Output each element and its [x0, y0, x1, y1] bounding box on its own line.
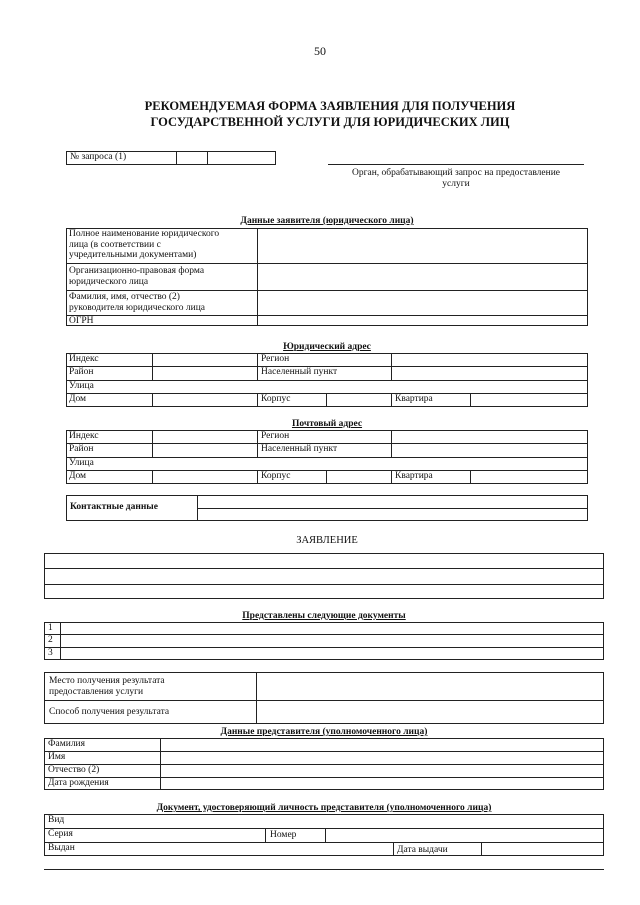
postal-address-heading: Почтовый адрес	[291, 419, 363, 429]
legal-apartment-field[interactable]	[472, 395, 586, 406]
document-row-number: 3	[48, 648, 53, 658]
contacts-field-1[interactable]	[199, 497, 586, 507]
ogrn-field[interactable]	[259, 316, 586, 325]
rep-first-name-label: Имя	[48, 752, 66, 762]
page-title	[80, 98, 580, 130]
full-name-label: Полное наименование юридического лица (в соответствии с учредительными документами)	[69, 229, 220, 260]
page-number: 50	[314, 44, 326, 58]
postal-building-label: Корпус	[261, 471, 291, 481]
postal-apartment-label: Квартира	[395, 471, 433, 481]
rep-patronymic-label: Отчество (2)	[48, 765, 100, 775]
document-row-number: 1	[48, 623, 53, 633]
legal-district-label: Район	[69, 367, 94, 377]
postal-region-label: Регион	[261, 431, 290, 441]
postal-locality-label: Населенный пункт	[261, 444, 338, 454]
documents-heading: Представлены следующие документы	[242, 611, 406, 621]
legal-index-label: Индекс	[69, 354, 99, 364]
rep-birth-date-field[interactable]	[162, 779, 602, 789]
applicant-heading: Данные заявителя (юридического лица)	[240, 216, 414, 226]
head-name-field[interactable]	[259, 292, 586, 314]
postal-building-field[interactable]	[328, 472, 389, 483]
legal-apartment-label: Квартира	[395, 394, 433, 404]
legal-street-field[interactable]	[110, 382, 586, 392]
postal-district-field[interactable]	[154, 445, 255, 456]
statement-heading: ЗАЯВЛЕНИЕ	[296, 535, 358, 546]
legal-locality-label: Населенный пункт	[261, 367, 338, 377]
document-row-number: 2	[48, 635, 53, 645]
result-place-field[interactable]	[258, 674, 602, 699]
id-type-field[interactable]	[80, 816, 602, 827]
id-series-label: Серия	[48, 829, 73, 839]
postal-house-label: Дом	[69, 471, 87, 481]
legal-building-label: Корпус	[261, 394, 291, 404]
legal-street-label: Улица	[69, 381, 94, 391]
postal-locality-field[interactable]	[393, 445, 586, 456]
rep-first-name-field[interactable]	[162, 753, 602, 763]
legal-address-heading: Юридический адрес	[283, 342, 371, 352]
org-form-field[interactable]	[259, 265, 586, 289]
rep-last-name-field[interactable]	[162, 740, 602, 750]
contacts-label: Контактные данные	[70, 502, 158, 512]
title-line-2: ГОСУДАРСТВЕННОЙ УСЛУГИ ДЛЯ ЮРИДИЧЕСКИХ ЛИЦ	[150, 115, 510, 129]
organ-caption: Орган, обрабатывающий запрос на предоставление услуги	[351, 168, 561, 189]
rep-last-name-label: Фамилия	[48, 739, 86, 749]
request-number-label: № запроса (1)	[70, 152, 127, 162]
legal-region-field[interactable]	[393, 355, 586, 365]
result-method-label: Способ получения результата	[49, 707, 170, 717]
rep-patronymic-field[interactable]	[162, 766, 602, 776]
id-series-field[interactable]	[90, 830, 263, 841]
ogrn-label: ОГРН	[69, 316, 94, 326]
result-place-label: Место получения результата предоставления услуги	[49, 676, 165, 697]
postal-apartment-field[interactable]	[472, 472, 586, 483]
statement-text-area[interactable]	[44, 553, 604, 599]
full-name-field[interactable]	[259, 230, 586, 262]
id-issued-by-label: Выдан	[48, 843, 75, 853]
head-name-label: Фамилия, имя, отчество (2) руководителя юридического лица	[69, 292, 206, 313]
id-number-field[interactable]	[327, 830, 602, 841]
legal-house-label: Дом	[69, 394, 87, 404]
id-document-heading: Документ, удостоверяющий личность представителя (уполномоченного лица)	[156, 803, 492, 813]
org-form-label: Организационно-правовая форма юридического лица	[69, 266, 205, 287]
postal-street-field[interactable]	[110, 459, 586, 469]
title-line-1: РЕКОМЕНДУЕМАЯ ФОРМА ЗАЯВЛЕНИЯ ДЛЯ ПОЛУЧЕНИЯ	[144, 99, 516, 113]
document-row-field-3[interactable]	[62, 649, 602, 659]
id-number-label: Номер	[270, 830, 297, 840]
representative-heading: Данные представителя (уполномоченного лица)	[220, 727, 428, 737]
contacts-field-2[interactable]	[199, 510, 586, 520]
postal-region-field[interactable]	[393, 432, 586, 442]
postal-index-label: Индекс	[69, 431, 99, 441]
legal-locality-field[interactable]	[393, 368, 586, 379]
request-number-field[interactable]	[178, 152, 206, 164]
legal-house-field[interactable]	[154, 395, 255, 406]
id-issued-by-field[interactable]	[90, 844, 391, 855]
postal-district-label: Район	[69, 444, 94, 454]
postal-street-label: Улица	[69, 458, 94, 468]
id-type-label: Вид	[48, 815, 65, 825]
postal-index-field[interactable]	[154, 432, 255, 442]
legal-region-label: Регион	[261, 354, 290, 364]
result-method-field[interactable]	[258, 702, 602, 723]
id-issue-date-field[interactable]	[483, 844, 602, 855]
id-issue-date-label: Дата выдачи	[397, 845, 448, 855]
legal-building-field[interactable]	[328, 395, 389, 406]
legal-district-field[interactable]	[154, 368, 255, 379]
document-row-field-2[interactable]	[62, 636, 602, 646]
rep-birth-date-label: Дата рождения	[48, 778, 109, 788]
document-row-field-1[interactable]	[62, 623, 602, 633]
signature-line[interactable]	[44, 869, 604, 870]
postal-house-field[interactable]	[154, 472, 255, 483]
legal-index-field[interactable]	[154, 355, 255, 365]
organ-signature-line[interactable]	[328, 164, 584, 165]
